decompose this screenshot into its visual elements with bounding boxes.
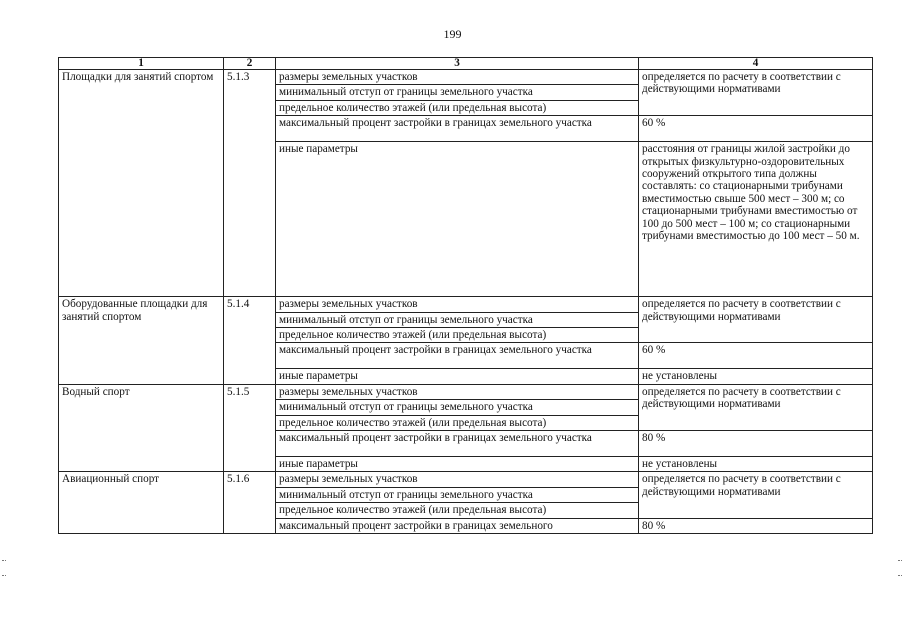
parameter-name: иные параметры bbox=[276, 457, 639, 472]
use-type-name: Площадки для занятий спортом bbox=[59, 70, 224, 297]
parameter-name: предельное количество этажей (или предельная высота) bbox=[276, 415, 639, 430]
parameter-value: определяется по расчету в соответствии с действующими нормативами bbox=[639, 297, 873, 343]
parameter-name: максимальный процент застройки в границах земельного bbox=[276, 518, 639, 533]
zoning-parameters-table bbox=[58, 57, 873, 534]
parameter-value: не установлены bbox=[639, 457, 873, 472]
use-type-code: 5.1.5 bbox=[224, 384, 276, 472]
table-row bbox=[59, 70, 873, 85]
scan-edge-mark-left bbox=[2, 560, 6, 576]
page-number: 199 bbox=[443, 27, 462, 41]
use-type-code: 5.1.4 bbox=[224, 297, 276, 385]
parameter-name: предельное количество этажей (или предельная высота) bbox=[276, 503, 639, 518]
parameter-name: размеры земельных участков bbox=[276, 70, 639, 85]
table-row bbox=[59, 384, 873, 399]
use-type-name: Авиационный спорт bbox=[59, 472, 224, 534]
parameter-name: иные параметры bbox=[276, 142, 639, 297]
parameter-name: минимальный отступ от границы земельного участка bbox=[276, 312, 639, 327]
parameter-value: 80 % bbox=[639, 518, 873, 533]
column-header-1: 1 bbox=[59, 58, 224, 70]
parameter-value: определяется по расчету в соответствии с действующими нормативами bbox=[639, 472, 873, 518]
use-type-code: 5.1.6 bbox=[224, 472, 276, 534]
parameter-name: предельное количество этажей (или предельная высота) bbox=[276, 100, 639, 115]
use-type-code: 5.1.3 bbox=[224, 70, 276, 297]
parameter-name: минимальный отступ от границы земельного участка bbox=[276, 400, 639, 415]
parameter-name: максимальный процент застройки в границах земельного участка bbox=[276, 116, 639, 142]
use-type-name: Оборудованные площадки для занятий спортом bbox=[59, 297, 224, 385]
table-header-row bbox=[59, 58, 873, 70]
scan-edge-mark-right bbox=[898, 560, 902, 576]
parameter-value: расстояния от границы жилой застройки до открытых физкультурно-оздоровительных сооружений открытого типа должны составлять: со стационарными трибунами вместимостью свыше 500 мест – 300 м; со стационарными трибунами вместимостью от 100 до 500 мест – 100 м; со стационарными трибунами вместимостью до 100 мест – 50 м. bbox=[639, 142, 873, 297]
table-row bbox=[59, 472, 873, 487]
parameter-name: минимальный отступ от границы земельного участка bbox=[276, 487, 639, 502]
column-header-3: 3 bbox=[276, 58, 639, 70]
parameter-value: 60 % bbox=[639, 116, 873, 142]
parameter-name: размеры земельных участков bbox=[276, 297, 639, 312]
table-row bbox=[59, 297, 873, 312]
parameter-value: не установлены bbox=[639, 369, 873, 384]
parameter-name: минимальный отступ от границы земельного участка bbox=[276, 85, 639, 100]
parameter-name: максимальный процент застройки в границах земельного участка bbox=[276, 343, 639, 369]
parameter-name: максимальный процент застройки в границах земельного участка bbox=[276, 431, 639, 457]
use-type-name: Водный спорт bbox=[59, 384, 224, 472]
column-header-4: 4 bbox=[639, 58, 873, 70]
parameter-name: иные параметры bbox=[276, 369, 639, 384]
parameter-value: определяется по расчету в соответствии с действующими нормативами bbox=[639, 384, 873, 430]
table-body bbox=[59, 70, 873, 534]
parameter-name: предельное количество этажей (или предельная высота) bbox=[276, 328, 639, 343]
parameter-value: 80 % bbox=[639, 431, 873, 457]
column-header-2: 2 bbox=[224, 58, 276, 70]
parameter-name: размеры земельных участков bbox=[276, 472, 639, 487]
parameter-value: определяется по расчету в соответствии с действующими нормативами bbox=[639, 70, 873, 116]
parameter-value: 60 % bbox=[639, 343, 873, 369]
parameter-name: размеры земельных участков bbox=[276, 384, 639, 399]
